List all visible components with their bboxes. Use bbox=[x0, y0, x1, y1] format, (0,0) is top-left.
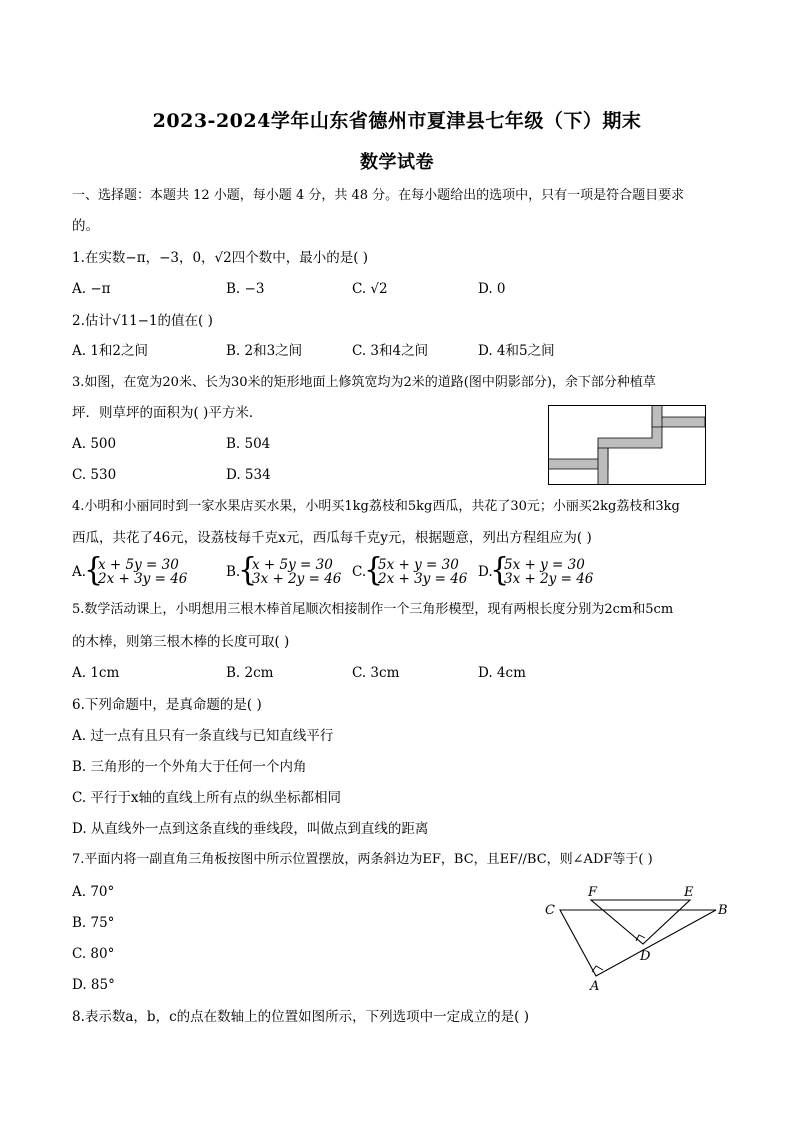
triangle-abc bbox=[560, 910, 716, 976]
q8-stem: 8.表示数a，b，c的点在数轴上的位置如图所示，下列选项中一定成立的是( ) bbox=[72, 1009, 529, 1025]
q3-road-figure bbox=[548, 405, 706, 485]
q2-stem: 2.估计√11−1的值在( ) bbox=[72, 313, 213, 329]
exam-title: 2023-2024学年山东省德州市夏津县七年级（下）期末 bbox=[152, 110, 642, 132]
q3-option-d: D. 534 bbox=[226, 467, 271, 483]
label-f: F bbox=[588, 885, 598, 900]
q6-option-c: C. 平行于x轴的直线上所有点的纵坐标都相同 bbox=[72, 790, 342, 806]
q1-stem: 1.在实数−π，−3，0，√2四个数中，最小的是( ) bbox=[72, 250, 369, 266]
triangle-def bbox=[591, 900, 690, 944]
brace-icon: { bbox=[84, 552, 104, 589]
label-d: D bbox=[640, 949, 651, 964]
q6-option-b: B. 三角形的一个外角大于任何一个内角 bbox=[72, 759, 307, 775]
q4-stem-cont: 西瓜，共花了46元，设荔枝每千克x元，西瓜每千克y元，根据题意，列出方程组应为( ) bbox=[72, 530, 592, 546]
q7-stem: 7.平面内将一副直角三角板按图中所示位置摆放，两条斜边为EF，BC，且EF//BC，则∠ADF等于( ) bbox=[72, 852, 653, 867]
q3-option-b: B. 504 bbox=[226, 436, 271, 452]
q1-option-a: A. −π bbox=[72, 281, 111, 297]
label-a: A bbox=[590, 979, 600, 992]
q7-option-b: B. 75° bbox=[72, 915, 115, 931]
right-angle-mark-d bbox=[636, 935, 645, 941]
label-e: E bbox=[684, 885, 694, 900]
q1-option-b: B. −3 bbox=[226, 281, 265, 297]
q6-stem: 6.下列命题中，是真命题的是( ) bbox=[72, 697, 262, 713]
q4-option-a: A. { x + 5y = 30 2x + 3y = 46 bbox=[72, 552, 188, 589]
q6-option-a: A. 过一点有且只有一条直线与已知直线平行 bbox=[72, 728, 334, 744]
q5-option-c: C. 3cm bbox=[352, 665, 400, 681]
label-c: C bbox=[545, 903, 555, 918]
q4-option-c: C. { 5x + y = 30 2x + 3y = 46 bbox=[352, 552, 468, 589]
q5-option-b: B. 2cm bbox=[226, 665, 274, 681]
q2-option-a: A. 1和2之间 bbox=[72, 343, 149, 359]
section1-instructions-cont: 的。 bbox=[72, 218, 99, 234]
brace-icon: { bbox=[238, 552, 258, 589]
q1-option-d: D. 0 bbox=[478, 281, 506, 297]
q6-option-d: D. 从直线外一点到这条直线的垂线段，叫做点到直线的距离 bbox=[72, 821, 429, 837]
q4-option-d: D. { 5x + y = 30 3x + 2y = 46 bbox=[478, 552, 594, 589]
q5-option-a: A. 1cm bbox=[72, 665, 120, 681]
q5-stem: 5.数学活动课上，小明想用三根木棒首尾顺次相接制作一个三角形模型，现有两根长度分别为2cm和5cm bbox=[72, 602, 674, 617]
q3-stem-cont: 坪．则草坪的面积为( )平方米． bbox=[72, 405, 263, 421]
q5-option-d: D. 4cm bbox=[478, 665, 526, 681]
q3-stem: 3.如图，在宽为20米、长为30米的矩形地面上修筑宽均为2米的道路(图中阴影部分)，余下部分种植草 bbox=[72, 375, 656, 390]
q7-option-a: A. 70° bbox=[72, 884, 115, 900]
q7-triangle-figure bbox=[540, 880, 730, 992]
exam-subtitle: 数学试卷 bbox=[360, 152, 434, 173]
q3-option-c: C. 530 bbox=[72, 467, 117, 483]
q3-option-a: A. 500 bbox=[72, 436, 117, 452]
q2-option-d: D. 4和5之间 bbox=[478, 343, 555, 359]
q5-stem-cont: 的木棒，则第三根木棒的长度可取( ) bbox=[72, 634, 290, 650]
label-b: B bbox=[718, 903, 728, 918]
brace-icon: { bbox=[364, 552, 384, 589]
q1-option-c: C. √2 bbox=[352, 281, 388, 297]
q2-option-b: B. 2和3之间 bbox=[226, 343, 303, 359]
brace-icon: { bbox=[490, 552, 510, 589]
section1-instructions: 一、选择题：本题共 12 小题，每小题 4 分，共 48 分。在每小题给出的选项中，只有一项是符合题目要求 bbox=[72, 188, 685, 203]
q7-option-d: D. 85° bbox=[72, 977, 115, 993]
q4-option-b: B. { x + 5y = 30 3x + 2y = 46 bbox=[226, 552, 342, 589]
q7-option-c: C. 80° bbox=[72, 946, 115, 962]
q2-option-c: C. 3和4之间 bbox=[352, 343, 429, 359]
q4-stem: 4.小明和小丽同时到一家水果店买水果，小明买1kg荔枝和5kg西瓜，共花了30元；小丽买2kg荔枝和3kg bbox=[72, 499, 680, 514]
